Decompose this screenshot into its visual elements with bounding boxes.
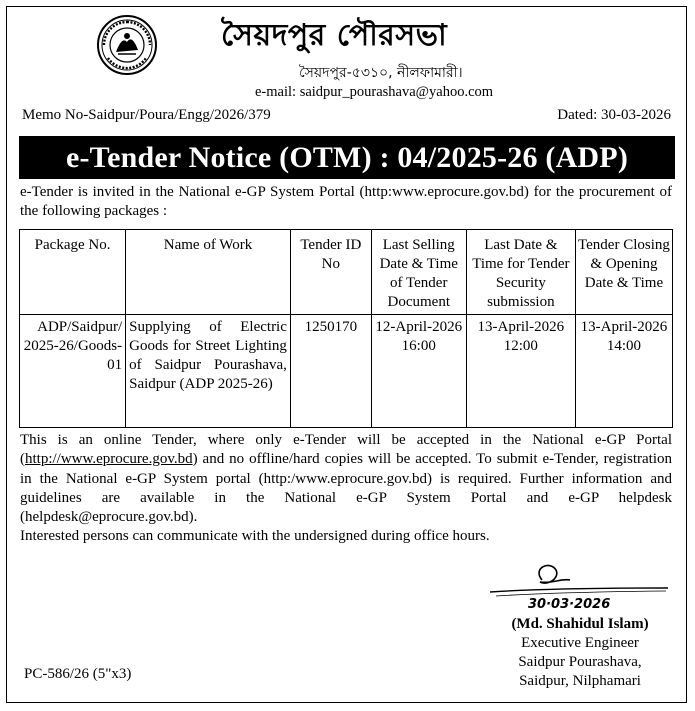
contact-paragraph: Interested persons can communicate with the undersigned during office hours. — [20, 528, 490, 545]
table-row — [20, 315, 673, 428]
cell-name-of-work: Supplying of Electric Goods for Street Lighting of Saidpur Pourashava, Saidpur (ADP 2025-26) — [126, 315, 291, 428]
cell-package-no: ADP/Saidpur/ 2025-26/Goods-01 — [20, 315, 126, 428]
signatory-location: Saidpur, Nilphamari — [519, 673, 641, 689]
col-package-no: Package No. — [20, 230, 126, 315]
eprocure-link[interactable]: http://www.eprocure.gov.bd — [25, 451, 193, 468]
col-security-submission: Last Date & Time for Tender Security submission — [466, 230, 575, 315]
cell-closing-opening: 13-April-2026 14:00 — [575, 315, 672, 428]
signatory-block — [490, 615, 670, 691]
terms-text-start: This is an online Tender, where only e-Tender will be accepted in the National e-GP Portal ( — [20, 432, 672, 468]
municipality-address: সৈয়দপুর-৫৩১০, নীলফামারী। — [299, 65, 463, 81]
terms-text — [20, 431, 672, 547]
col-name-of-work: Name of Work — [126, 230, 291, 315]
signatory-office: Saidpur Pourashava, — [518, 654, 642, 670]
package-table — [19, 229, 673, 428]
email-line: e-mail: saidpur_pourashava@yahoo.com — [255, 84, 494, 100]
terms-paragraph — [20, 431, 672, 527]
signatory-name: (Md. Shahidul Islam) — [511, 616, 649, 632]
pourashava-seal-logo — [96, 14, 158, 76]
notice-title: e-Tender Notice (OTM) : 04/2025-26 (ADP) — [65, 140, 629, 174]
cell-security-submission: 13-April-2026 12:00 — [466, 315, 575, 428]
signature-image — [490, 558, 670, 614]
intro-paragraph: e-Tender is invited in the National e-GP System Portal (http:www.eprocure.gov.bd) for the procurement of the following packages : — [20, 184, 672, 219]
col-closing-opening: Tender Closing & Opening Date & Time — [575, 230, 672, 315]
col-tender-id: Tender ID No — [290, 230, 371, 315]
memo-number: Memo No-Saidpur/Poura/Engg/2026/379 — [22, 107, 271, 123]
signatory-designation: Executive Engineer — [521, 635, 639, 651]
signature-date: 30·03·2026 — [528, 597, 611, 612]
municipality-title: সৈয়দপুর পৌরসভা — [221, 18, 448, 53]
terms-text-end: ) and no offline/hard copies will be accepted. To submit e-Tender, registration in the National e-GP System portal (http:/www.eprocure.gov.bd) is required. Further information and guidelines are available in the National e-GP System Portal and e-GP helpdesk (helpdesk@eprocure.gov.bd). — [20, 451, 672, 526]
col-last-selling: Last Selling Date & Time of Tender Document — [371, 230, 466, 315]
notice-date: Dated: 30-03-2026 — [557, 107, 671, 123]
pc-number: PC-586/26 (5"x3) — [24, 666, 132, 682]
cell-last-selling: 12-April-2026 16:00 — [371, 315, 466, 428]
table-header-row — [20, 230, 673, 315]
notice-banner — [19, 136, 675, 179]
cell-tender-id: 1250170 — [290, 315, 371, 428]
